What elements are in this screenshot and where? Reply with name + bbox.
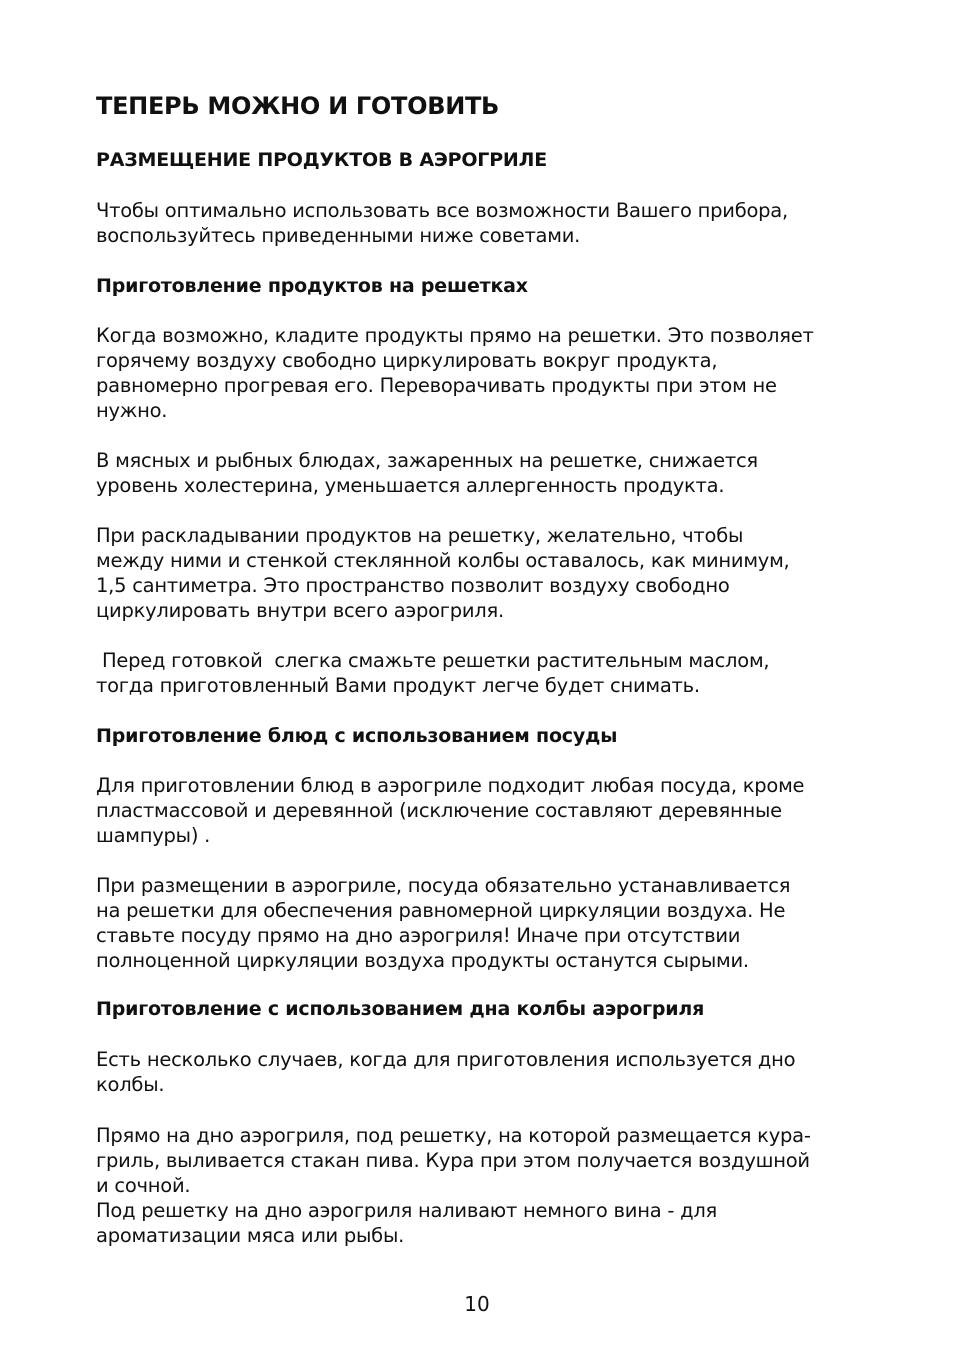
text-line: нужно. <box>96 399 168 422</box>
section3-heading: Приготовление с использованием дна колбы аэрогриля <box>96 998 705 1020</box>
text-line: ароматизации мяса или рыбы. <box>96 1224 405 1247</box>
section1-paragraph-2 <box>96 448 758 498</box>
text-line: Когда возможно, кладите продукты прямо на решетки. Это позволяет <box>96 324 814 347</box>
text-line: Есть несколько случаев, когда для приготовления используется дно <box>96 1048 796 1071</box>
text-line: на решетки для обеспечения равномерной циркуляции воздуха. Не <box>96 899 786 922</box>
page-title: ТЕПЕРЬ МОЖНО И ГОТОВИТЬ <box>96 92 500 120</box>
text-line: равномерно прогревая его. Переворачивать продукты при этом не <box>96 374 777 397</box>
section1-heading: Приготовление продуктов на решетках <box>96 275 528 297</box>
text-line: воспользуйтесь приведенными ниже советами. <box>96 224 581 247</box>
text-line: шампуры) . <box>96 824 211 847</box>
text-line: Перед готовкой слегка смажьте решетки растительным маслом, <box>96 649 770 672</box>
text-line: уровень холестерина, уменьшается аллергенность продукта. <box>96 474 725 497</box>
text-line: циркулировать внутри всего аэрогриля. <box>96 599 504 622</box>
section1-paragraph-4 <box>96 648 769 698</box>
section1-paragraph-1 <box>96 323 814 423</box>
text-line: При раскладывании продуктов на решетку, желательно, чтобы <box>96 524 744 547</box>
section2-paragraph-2 <box>96 873 790 973</box>
text-line: ставьте посуду прямо на дно аэрогриля! Иначе при отсутствии <box>96 924 741 947</box>
section3-paragraph-1 <box>96 1047 795 1097</box>
text-line: и сочной. <box>96 1174 191 1197</box>
text-line: Чтобы оптимально использовать все возможности Вашего прибора, <box>96 199 788 222</box>
text-line: пластмассовой и деревянной (исключение составляют деревянные <box>96 799 782 822</box>
section3-paragraph-2 <box>96 1123 811 1248</box>
section1-paragraph-3 <box>96 523 790 623</box>
text-line: Прямо на дно аэрогриля, под решетку, на которой размещается кура- <box>96 1124 811 1147</box>
text-line: горячему воздуху свободно циркулировать вокруг продукта, <box>96 349 718 372</box>
intro-paragraph <box>96 198 788 248</box>
text-line: Под решетку на дно аэрогриля наливают немного вина - для <box>96 1199 718 1222</box>
page-number: 10 <box>464 1292 490 1316</box>
section2-heading: Приготовление блюд с использованием посуды <box>96 725 618 747</box>
text-line: гриль, выливается стакан пива. Кура при этом получается воздушной <box>96 1149 810 1172</box>
text-line: между ними и стенкой стеклянной колбы оставалось, как минимум, <box>96 549 790 572</box>
text-line: полноценной циркуляции воздуха продукты останутся сырыми. <box>96 949 749 972</box>
text-line: тогда приготовленный Вами продукт легче будет снимать. <box>96 674 700 697</box>
text-line: Для приготовлении блюд в аэрогриле подходит любая посуда, кроме <box>96 774 805 797</box>
text-line: 1,5 сантиметра. Это пространство позволит воздуху свободно <box>96 574 730 597</box>
text-line: колбы. <box>96 1073 165 1096</box>
text-line: В мясных и рыбных блюдах, зажаренных на решетке, снижается <box>96 449 758 472</box>
section-title: РАЗМЕЩЕНИЕ ПРОДУКТОВ В АЭРОГРИЛЕ <box>96 149 547 171</box>
section2-paragraph-1 <box>96 773 804 848</box>
text-line: При размещении в аэрогриле, посуда обязательно устанавливается <box>96 874 791 897</box>
